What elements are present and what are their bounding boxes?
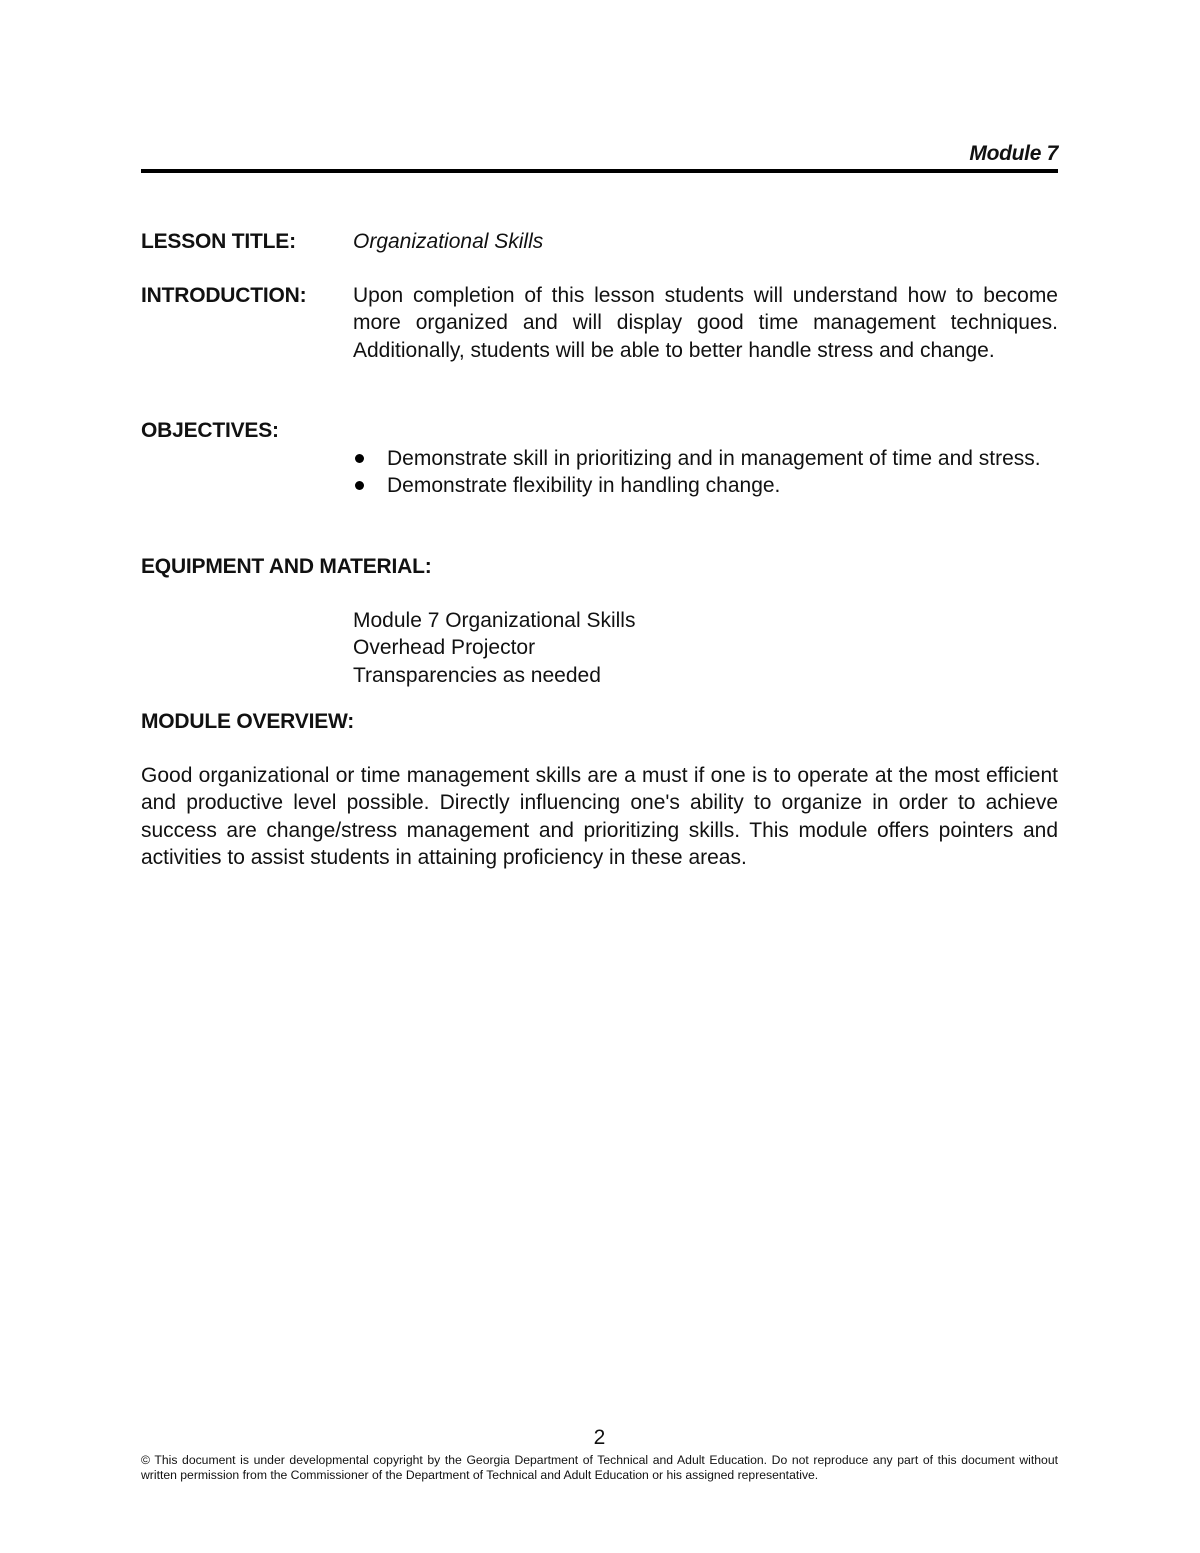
- objectives-list: [353, 445, 1058, 500]
- introduction-text: Upon completion of this lesson students will understand how to become more organized and will display good time management techniques. Additionally, students will be able to better handle stress and change.: [353, 284, 1058, 362]
- overview-text: Good organizational or time management skills are a must if one is to operate at the most efficient and productive level possible. Directly influencing one's ability to organize in order to achieve success are change/stress management and prioritizing skills. This module offers pointers and activities to assist students in attaining proficiency in these areas.: [141, 764, 1058, 869]
- page-number: 2: [593, 1426, 606, 1449]
- objective-item: [353, 445, 1058, 472]
- lesson-title-label: LESSON TITLE:: [141, 230, 296, 253]
- equipment-item: Transparencies as needed: [353, 663, 601, 687]
- equipment-item: Overhead Projector: [353, 636, 536, 660]
- objective-text: Demonstrate flexibility in handling change.: [387, 474, 781, 498]
- objectives-label: OBJECTIVES:: [141, 419, 279, 442]
- lesson-title-value: Organizational Skills: [353, 230, 544, 253]
- introduction-label: INTRODUCTION:: [141, 284, 307, 307]
- document-page: [141, 0, 1058, 1553]
- objective-text: Demonstrate skill in prioritizing and in management of time and stress.: [387, 447, 1041, 470]
- equipment-list: [353, 607, 1058, 689]
- bullet-icon: [355, 454, 364, 463]
- copyright-notice: © This document is under developmental copyright by the Georgia Department of Technical and Adult Education. Do not reproduce any part of this document without written permission from the Commissioner of the Department of Technical and Adult Education or his assigned representative.: [141, 1453, 1058, 1482]
- module-header-label: Module 7: [969, 142, 1058, 165]
- header-rule: [141, 169, 1058, 173]
- overview-label: MODULE OVERVIEW:: [141, 710, 355, 733]
- objective-item: [353, 472, 1058, 499]
- bullet-icon: [355, 481, 364, 490]
- equipment-label: EQUIPMENT AND MATERIAL:: [141, 555, 432, 578]
- equipment-item: Module 7 Organizational Skills: [353, 609, 636, 632]
